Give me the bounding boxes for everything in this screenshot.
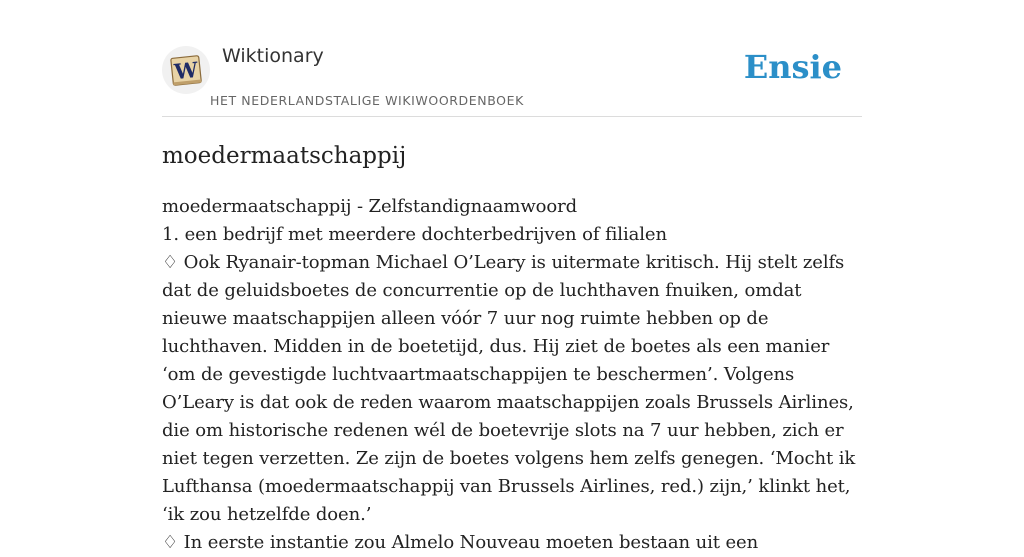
part-of-speech-line: moedermaatschappij - Zelfstandignaamwoord: [162, 196, 578, 217]
site-name[interactable]: Wiktionary: [222, 45, 324, 67]
example-quote: ♢ In eerste instantie zou Almelo Nouveau moeten bestaan uit een: [162, 532, 759, 553]
definition-line: 1. een bedrijf met meerdere dochterbedrijven of filialen: [162, 224, 667, 245]
entry-content: [162, 193, 862, 557]
ensie-brand-logo[interactable]: Ensie: [743, 48, 842, 86]
wiktionary-logo-icon[interactable]: [162, 46, 210, 94]
page-title: moedermaatschappij: [162, 143, 407, 169]
header: [162, 0, 862, 117]
entry-card: [162, 0, 862, 557]
site-subtitle: HET NEDERLANDSTALIGE WIKIWOORDENBOEK: [210, 93, 524, 108]
example-quote: ♢ Ook Ryanair-topman Michael O’Leary is uitermate kritisch. Hij stelt zelfs dat de geluidsboetes de concurrentie op de luchthaven fnuiken, omdat nieuwe maatschappijen alleen vóór 7 uur nog ruimte hebben op de luchthaven. Midden in de boetetijd, dus. Hij ziet de boetes als een manier ‘om de gevestigde luchtvaartmaatschappijen te beschermen’. Volgens O’Leary is dat ook de reden waarom maatschappijen zoals Brussels Airlines, die om historische redenen wél de boetevrije slots na 7 uur hebben, zich er niet tegen verzetten. Ze zijn de boetes volgens hem zelfs genegen. ‘Mocht ik Lufthansa (moedermaatschappij van Brussels Airlines, red.) zijn,’ klinkt het, ‘ik zou hetzelfde doen.’: [162, 252, 856, 525]
svg-text:W: W: [173, 56, 200, 85]
wiktionary-w-tile-icon: [168, 52, 204, 88]
